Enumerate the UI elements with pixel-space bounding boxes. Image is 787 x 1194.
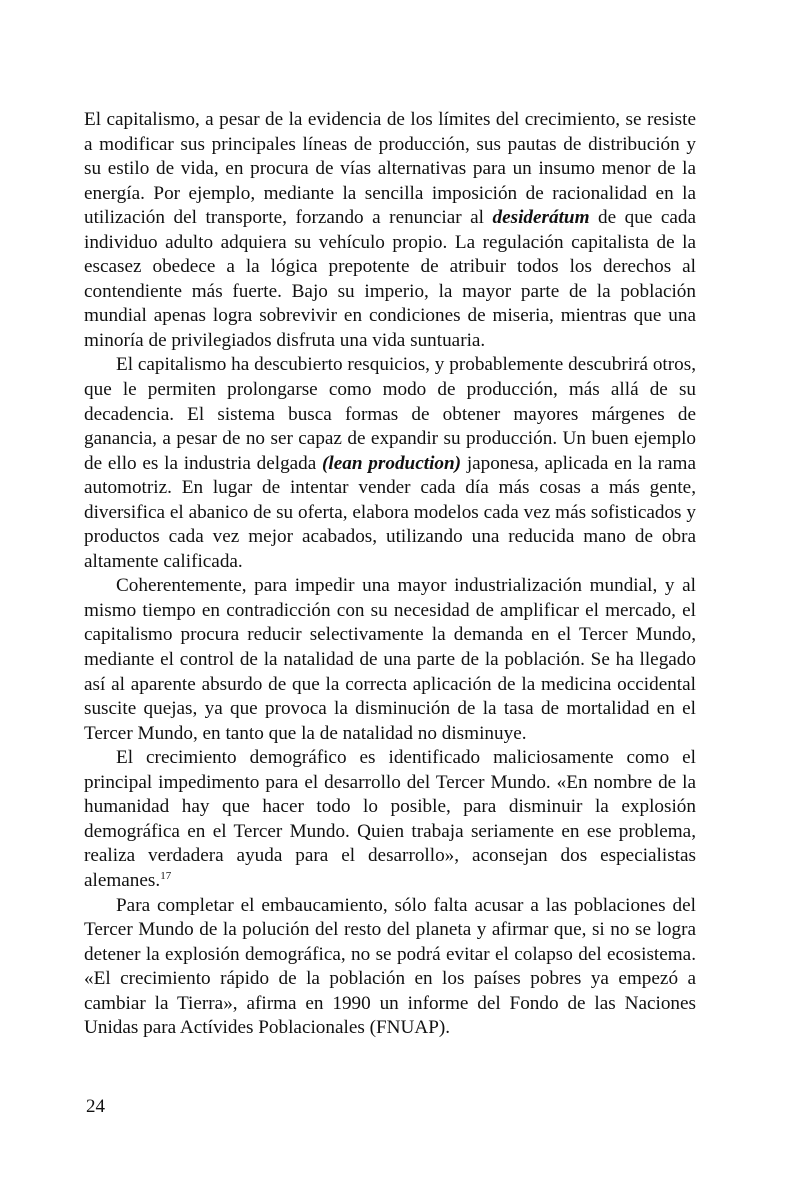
paragraph-1 [84, 108, 696, 353]
paragraph-3-text: Coherentemente, para impedir una mayor industrialización mundial, y al mismo tiempo en contradicción con su necesidad de amplificar el mercado, el capitalismo procura reducir selectivamente la demanda en el Tercer Mundo, mediante el control de la natalidad de una parte de la población. Se ha llegado así al aparente absurdo de que la correcta aplicación de la medicina occidental suscite quejas, ya que provoca la disminución de la tasa de mortalidad en el Tercer Mundo, en tanto que la de natalidad no disminuye. [84, 575, 696, 744]
page-body [84, 108, 696, 1041]
paragraph-1-italic-term: desiderátum [492, 207, 590, 229]
paragraph-3 [84, 574, 696, 746]
paragraph-2-italic-term: (lean production) [322, 452, 462, 474]
paragraph-5-text: Para completar el embaucamiento, sólo falta acusar a las poblaciones del Tercer Mundo de la polución del resto del planeta y afirmar que, si no se logra detener la explosión demográfica, no se podrá evitar el colapso del ecosistema. «El crecimiento rápido de la población en los países pobres ya empezó a cambiar la Tierra», afirma en 1990 un informe del Fondo de las Naciones Unidas para Actívides Poblacionales (FNUAP). [84, 894, 696, 1039]
page-number: 24 [86, 1096, 105, 1117]
footnote-reference: 17 [160, 869, 172, 882]
paragraph-2-text-a: El capitalismo ha descubierto resquicios, y probablemente descubrirá otros, que le permiten prolongarse como modo de producción, más allá de su decadencia. El sistema busca formas de obtener mayores márgenes de ganancia, a pesar de no ser capaz de expandir su producción. Un buen ejemplo de ello es la industria delgada [84, 354, 696, 474]
paragraph-2 [84, 353, 696, 574]
paragraph-1-text-b: de que cada individuo adulto adquiera su vehículo propio. La regulación capitalista de la escasez obedece a la lógica prepotente de atribuir todos los derechos al contendiente más fuerte. Bajo su imperio, la mayor parte de la población mundial apenas logra sobrevivir en condiciones de miseria, mientras que una minoría de privilegiados disfruta una vida suntuaria. [84, 207, 696, 351]
paragraph-2-text-b: japonesa, aplicada en la rama automotriz. En lugar de intentar vender cada día más cosas a más gente, diversifica el abanico de su oferta, elabora modelos cada vez más sofisticados y productos cada vez mejor acabados, utilizando una reducida mano de obra altamente calificada. [84, 452, 696, 572]
paragraph-4 [84, 746, 696, 893]
paragraph-4-text: El crecimiento demográfico es identificado maliciosamente como el principal impedimento para el desarrollo del Tercer Mundo. «En nombre de la humanidad hay que hacer todo lo posible, para disminuir la explosión demográfica en el Tercer Mundo. Quien trabaja seriamente en ese problema, realiza verdadera ayuda para el desarrollo», aconsejan dos especialistas alemanes. [84, 747, 696, 891]
paragraph-5 [84, 894, 696, 1041]
paragraph-1-text-a: El capitalismo, a pesar de la evidencia de los límites del crecimiento, se resiste a modificar sus principales líneas de producción, sus pautas de distribución y su estilo de vida, en procura de vías alternativas para un insumo menor de la energía. Por ejemplo, mediante la sencilla imposición de racionalidad en la utilización del transporte, forzando a renunciar al [84, 109, 696, 229]
